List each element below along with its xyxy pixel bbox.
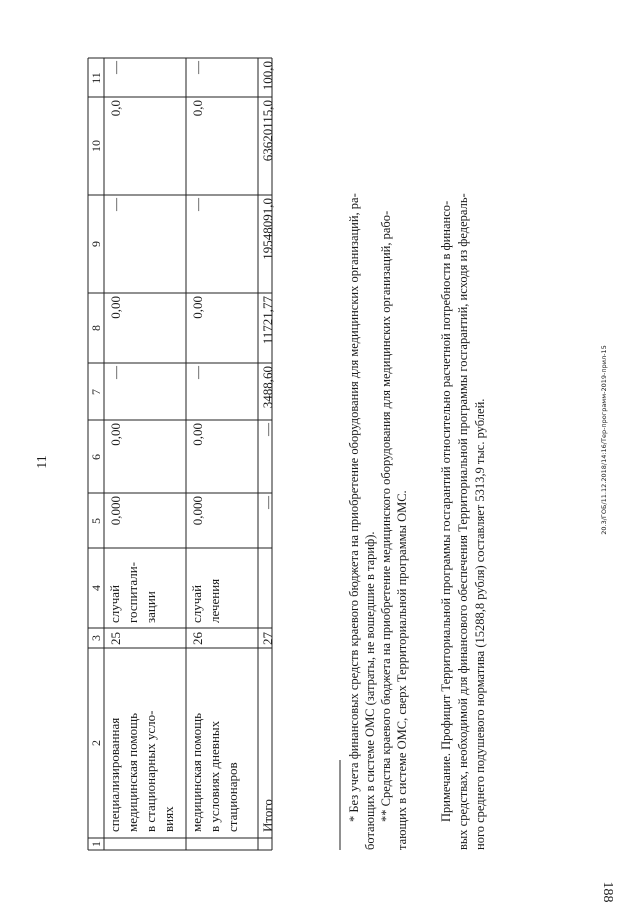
cell-value: 0,00 — [190, 296, 205, 319]
header-cell: 8 — [89, 325, 103, 331]
footnote-1: * Без учета финансовых средств краевого бюджета на приобретение оборудования для медицинских организаций, ра- ботающих в системе ОМС (затраты, не вошедшие в тариф). — [347, 193, 377, 850]
header-cell: 11 — [89, 72, 103, 84]
cell-value: — — [190, 61, 205, 74]
header-cell: 3 — [89, 635, 103, 641]
footnote-2: ** Средства краевого бюджета на приобретение медицинского оборудования для медицинских организаций, рабо- тающих в системе ОМС, сверх Территориальной программы ОМС. — [379, 210, 409, 850]
cell-value: 0,0 — [108, 100, 123, 117]
row-unit: случай госпитали- зации — [107, 561, 158, 623]
cell-value: 0,0 — [190, 100, 205, 117]
header-cell: 2 — [89, 740, 103, 746]
header-cell: 5 — [89, 518, 103, 524]
side-stamp: 20.3/ГОБ/11.12.2018/14:16/Тер-программ-2019-прил-15 — [600, 345, 608, 535]
row-code: 25 — [108, 632, 123, 645]
table-row — [107, 60, 176, 832]
row-code: 27 — [260, 632, 275, 645]
row-code: 26 — [190, 632, 205, 645]
cell-value: — — [108, 198, 123, 211]
cell-value: — — [190, 198, 205, 211]
cell-value: 0,000 — [190, 496, 205, 526]
row-name: Итого — [260, 799, 275, 832]
cell-value: 0,00 — [108, 296, 123, 319]
header-cell: 9 — [89, 241, 103, 247]
table-row — [189, 60, 240, 832]
row-name: специализированная медицинская помощь в стационарных усло- виях — [107, 710, 176, 832]
note-paragraph — [439, 190, 487, 850]
page-number: 11 — [35, 455, 50, 469]
cell-value: 100,0 — [260, 61, 275, 91]
row-name: медицинская помощь в условиях дневных стационаров — [189, 712, 240, 832]
header-cell: 7 — [89, 389, 103, 395]
cell-value: — — [260, 423, 275, 436]
table-row-total — [260, 61, 275, 832]
header-cell: 4 — [89, 585, 103, 591]
header-cell: 1 — [89, 841, 103, 847]
cell-value: 19548091,0 — [260, 198, 275, 260]
header-cell: 6 — [89, 454, 103, 460]
cell-value: 3488,60 — [260, 366, 275, 409]
note-text: Примечание. Профицит Территориальной программы госгарантий относительно расчетной потребности в финансо- вых средствах, необходимой для финансового обеспечения Территориальной программы госгарантий, исходя из федераль- ного среднего подушевого норматива (15288,8 рубля) составляет 5313,9 тыс. рублей. — [439, 193, 487, 850]
cell-value: — — [108, 61, 123, 74]
header-cell: 10 — [89, 140, 103, 152]
cell-value: 0,000 — [108, 496, 123, 526]
cell-value: 0,00 — [108, 423, 123, 446]
cell-value: — — [190, 366, 205, 379]
cell-value: — — [260, 496, 275, 509]
sheet-number: 188 — [600, 881, 615, 903]
cell-value: 0,00 — [190, 423, 205, 446]
cell-value: 63620115,0 — [260, 100, 275, 162]
row-unit: случай лечения — [189, 578, 222, 623]
header-row — [89, 72, 103, 847]
cell-value: 11721,77 — [260, 296, 275, 345]
cell-value: — — [108, 366, 123, 379]
footnotes — [347, 190, 409, 850]
